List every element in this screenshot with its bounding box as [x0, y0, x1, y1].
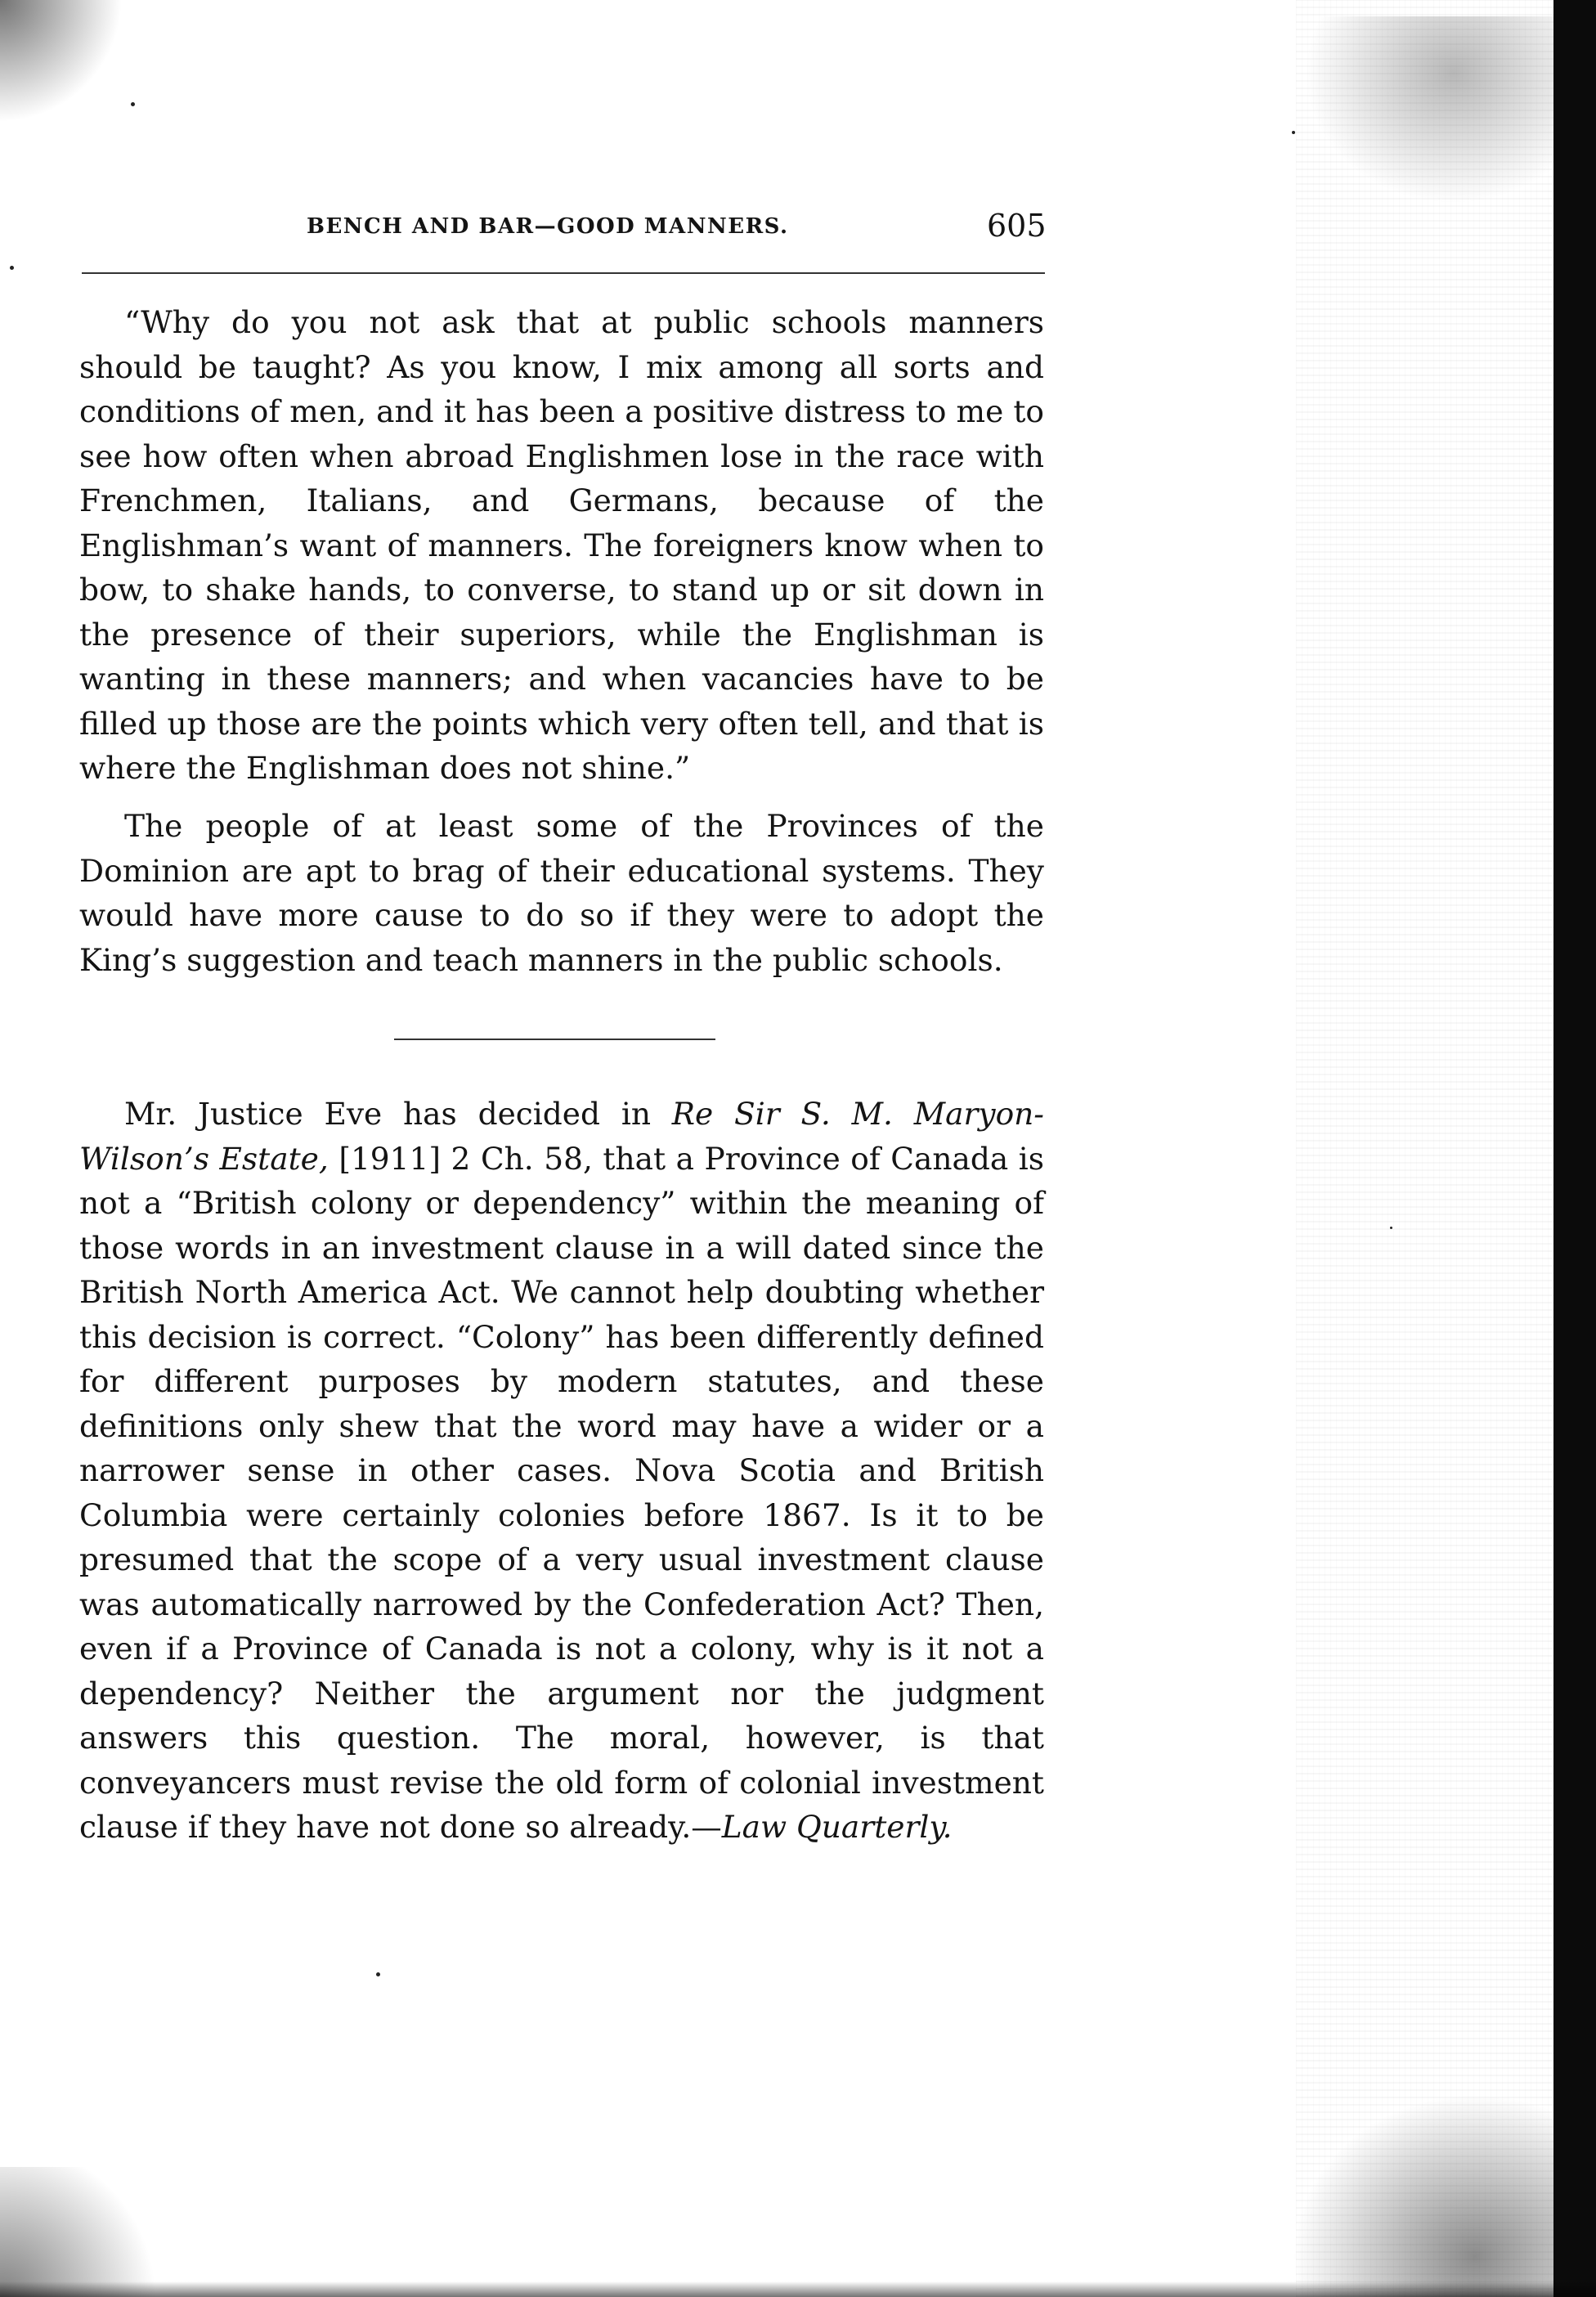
article-block [79, 1092, 1044, 1850]
scan-corner-top-left [0, 0, 123, 123]
commentary-paragraph: The people of at least some of the Provinces of the Dominion are apt to brag of their educational systems. They would have more cause to do so if they were to adopt the King’s suggestion and teach manners in the public schools. [79, 808, 1044, 978]
quotation-block [79, 300, 1044, 791]
scan-edge-bottom [0, 2281, 1596, 2297]
scan-smudge-bottom-right [1292, 2093, 1553, 2297]
header-rule [82, 272, 1045, 274]
scan-speck [376, 1972, 380, 1976]
scan-smudge-top-right [1304, 16, 1553, 204]
article-paragraph [79, 1092, 1044, 1850]
case-name: Re Sir S. M. Maryon-Wilson’s Estate, [79, 1096, 1044, 1177]
article-intro: Mr. Justice Eve has decided in [124, 1096, 672, 1132]
scan-speck [131, 102, 135, 106]
section-divider [394, 1039, 715, 1040]
article-body: [1911] 2 Ch. 58, that a Province of Canada is not a “British colony or dependency” within the meaning of those words in an investment clause in a will dated since the British North America Act. We cannot help doubting whether this decision is correct. “Colony” has been differently defined for different purposes by modern statutes, and these definitions only shew that the word may have a wider or a narrower sense in other cases. Nova Scotia and British Columbia were certainly colonies before 1867. Is it to be presumed that the scope of a very usual investment clause was automatically narrowed by the Confederation Act? Then, even if a Province of Canada is not a colony, why is it not a dependency? Neither the argument nor the judgment answers this question. The moral, however, is that conveyancers must revise the old form of colonial investment clause if they have not done so already.— [79, 1140, 1044, 1845]
source-citation: Law Quarterly. [721, 1809, 953, 1845]
page-number: 605 [987, 208, 1047, 244]
scan-edge-right [1553, 0, 1596, 2297]
scan-speck [10, 266, 14, 270]
running-title: BENCH AND BAR—GOOD MANNERS. [307, 214, 789, 239]
scan-speck [1390, 1227, 1392, 1229]
commentary-block [79, 804, 1044, 982]
quotation-paragraph: “Why do you not ask that at public schools manners should be taught? As you know, I mix among all sorts and conditions of men, and it has been a positive distress to me to see how often when abroad Englishmen lose in the race with Frenchmen, Italians, and Germans, because of the Englishman’s want of manners. The foreigners know when to bow, to shake hands, to converse, to stand up or sit down in the presence of their superiors, while the Englishman is wanting in these manners; and when vacancies have to be filled up those are the points which very often tell, and that is where the Englishman does not shine.” [79, 304, 1044, 786]
scan-noise-right [1296, 0, 1553, 2297]
scan-speck [1292, 131, 1295, 134]
scan-corner-bottom-left [0, 2167, 180, 2297]
